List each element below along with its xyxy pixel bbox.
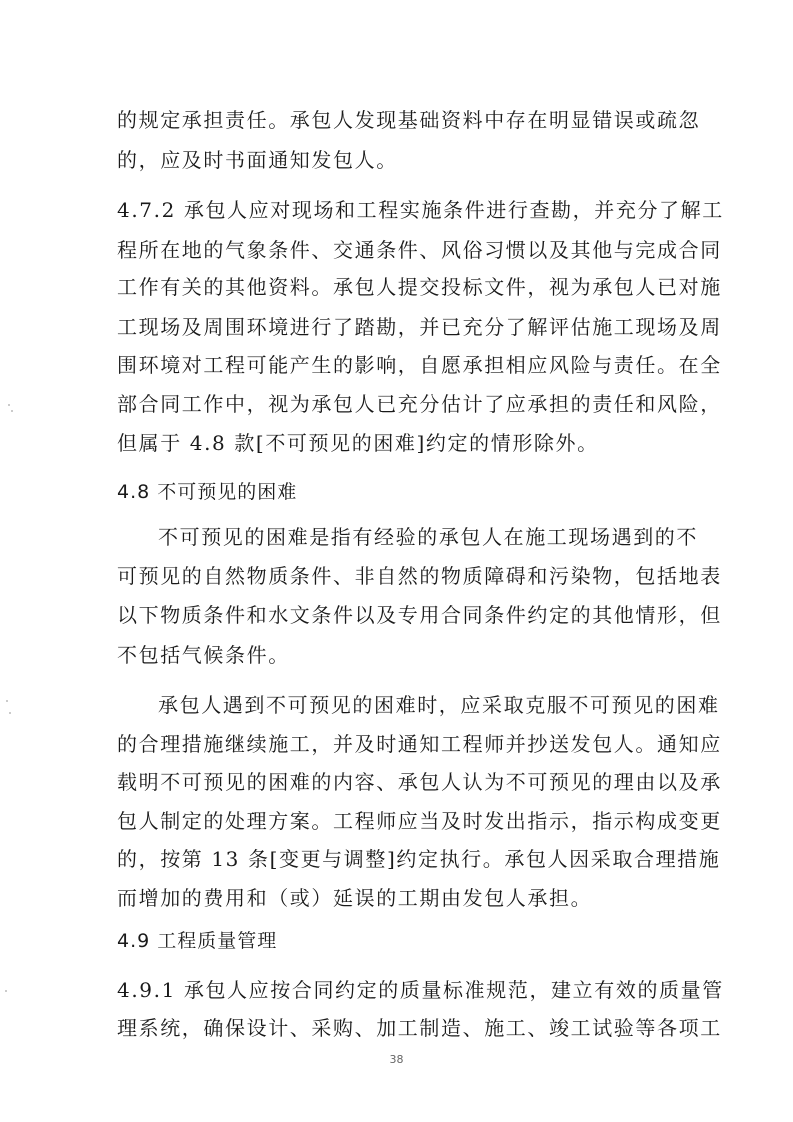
paragraph-first-line: 不可预见的困难是指有经验的承包人在施工现场遇到的不 xyxy=(158,525,698,549)
body-text-line: 围环境对工程可能产生的影响，自愿承担相应风险与责任。在全 xyxy=(117,353,722,377)
paragraph-first-line: 承包人遇到不可预见的困难时，应采取克服不可预见的困难 xyxy=(158,693,720,717)
body-text-line: 的，应及时书面通知发包人。 xyxy=(117,148,398,172)
body-text-line: 以下物质条件和水文条件以及专用合同条件约定的其他情形，但 xyxy=(117,603,722,627)
body-text-line: 工作有关的其他资料。承包人提交投标文件，视为承包人已对施 xyxy=(117,275,722,299)
scan-speck xyxy=(11,410,13,412)
body-text-line: 不包括气候条件。 xyxy=(117,643,290,667)
section-heading-4-9: 4.9 工程质量管理 xyxy=(117,930,278,952)
body-text-line: 的规定承担责任。承包人发现基础资料中存在明显错误或疏忽 xyxy=(117,108,701,132)
body-text-line: 的，按第 13 条[变更与调整]约定执行。承包人因采取合理措施 xyxy=(117,847,721,871)
body-text-line: 包人制定的处理方案。工程师应当及时发出指示，指示构成变更 xyxy=(117,809,722,833)
body-text-line: 载明不可预见的困难的内容、承包人认为不可预见的理由以及承 xyxy=(117,770,722,794)
scan-speck xyxy=(5,990,7,992)
scan-speck xyxy=(6,700,8,702)
body-text-line: 程所在地的气象条件、交通条件、风俗习惯以及其他与完成合同 xyxy=(117,238,722,262)
page-number: 38 xyxy=(389,1053,404,1066)
body-text-line: 而增加的费用和（或）延误的工期由发包人承担。 xyxy=(117,886,593,910)
body-text-line: 的合理措施继续施工，并及时通知工程师并抄送发包人。通知应 xyxy=(117,732,722,756)
body-text-line: 理系统，确保设计、采购、加工制造、施工、竣工试验等各项工 xyxy=(117,1016,722,1040)
clause-4-7-2-text: 4.7.2 承包人应对现场和工程实施条件进行查勘，并充分了解工 xyxy=(117,198,724,222)
clause-4-9-1-text: 4.9.1 承包人应按合同约定的质量标准规范，建立有效的质量管 xyxy=(117,978,724,1002)
body-text-line: 但属于 4.8 款[不可预见的困难]约定的情形除外。 xyxy=(117,431,599,455)
scan-speck xyxy=(8,404,10,406)
body-text-line: 可预见的自然物质条件、非自然的物质障碍和污染物，包括地表 xyxy=(117,564,722,588)
scan-speck xyxy=(9,712,11,714)
section-heading-4-8: 4.8 不可预见的困难 xyxy=(117,481,298,503)
body-text-line: 工现场及周围环境进行了踏勘，并已充分了解评估施工现场及周 xyxy=(117,315,722,339)
body-text-line: 部合同工作中，视为承包人已充分估计了应承担的责任和风险， xyxy=(117,392,722,416)
